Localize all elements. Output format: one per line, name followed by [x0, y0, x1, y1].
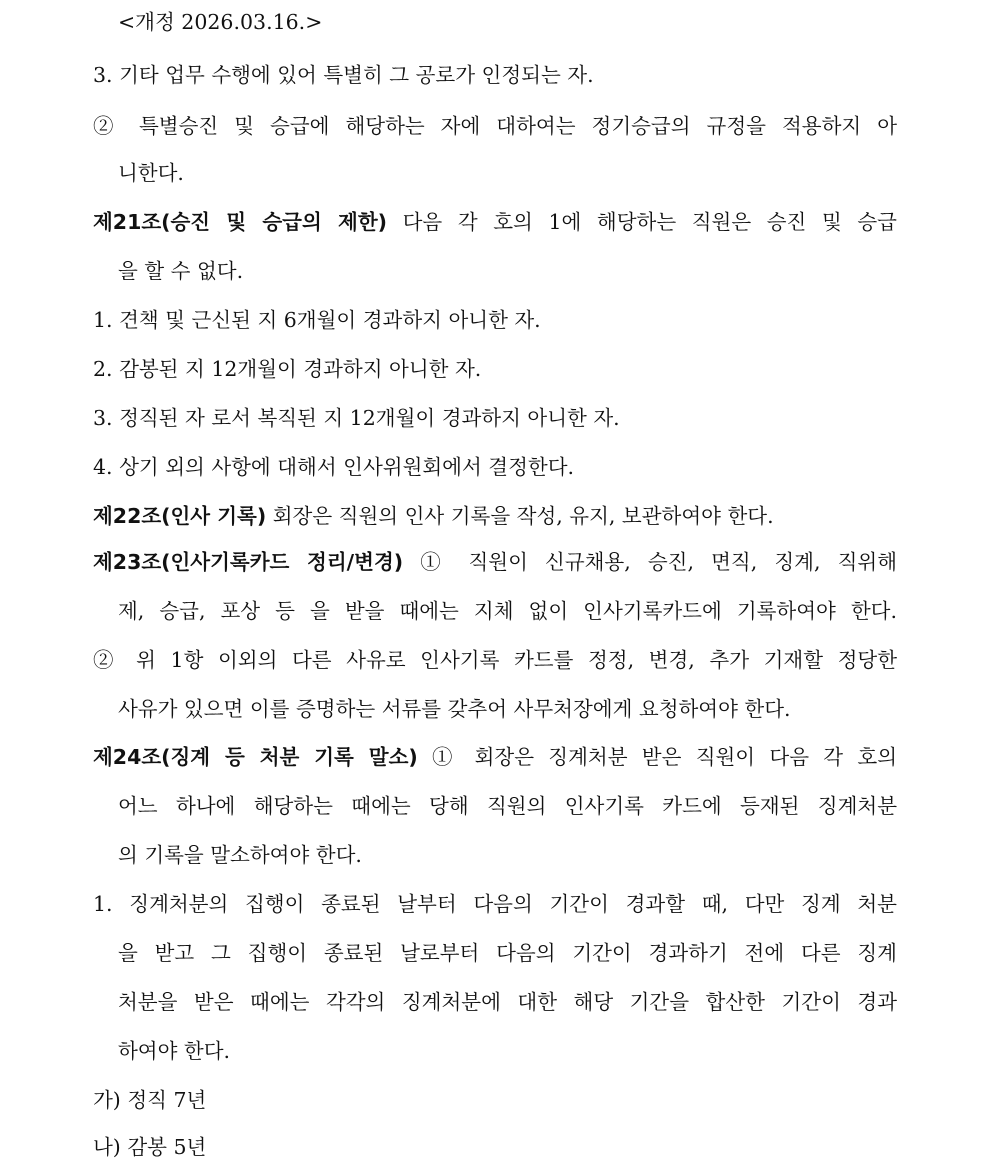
sub-item: 나) 감봉 5년 [93, 1135, 207, 1159]
amendment-note: <개정 2026.03.16.> [118, 10, 323, 34]
article-heading: 제21조(승진 및 승급의 제한) [93, 210, 387, 234]
list-item: 4. 상기 외의 사항에 대해서 인사위원회에서 결정한다. [93, 455, 575, 479]
paragraph-line: 니한다. [118, 161, 184, 185]
article-22 [93, 502, 897, 530]
article-text: 회장은 직원의 인사 기록을 작성, 유지, 보관하여야 한다. [266, 504, 774, 528]
article-24 [93, 743, 897, 771]
article-heading: 제23조(인사기록카드 정리/변경) [93, 550, 404, 574]
paragraph-line: ② 특별승진 및 승급에 해당하는 자에 대하여는 정기승급의 규정을 적용하지 아 [93, 114, 897, 138]
article-text: ① 회장은 징계처분 받은 직원이 다음 각 호의 [417, 745, 897, 769]
article-text: 다음 각 호의 1에 해당하는 직원은 승진 및 승급 [387, 210, 897, 234]
article-21 [93, 208, 897, 236]
article-text: ① 직원이 신규채용, 승진, 면직, 징계, 직위해 [403, 550, 897, 574]
paragraph-line: 처분을 받은 때에는 각각의 징계처분에 대한 해당 기간을 합산한 기간이 경과 [118, 990, 897, 1014]
paragraph-line: ② 위 1항 이외의 다른 사유로 인사기록 카드를 정정, 변경, 추가 기재할 정당한 [93, 648, 897, 672]
paragraph-line: 어느 하나에 해당하는 때에는 당해 직원의 인사기록 카드에 등재된 징계처분 [118, 794, 897, 818]
list-item: 2. 감봉된 지 12개월이 경과하지 아니한 자. [93, 357, 482, 381]
sub-item: 가) 정직 7년 [93, 1088, 207, 1112]
article-23 [93, 548, 897, 576]
article-heading: 제24조(징계 등 처분 기록 말소) [93, 745, 418, 769]
paragraph-line: 을 받고 그 집행이 종료된 날로부터 다음의 기간이 경과하기 전에 다른 징계 [118, 941, 897, 965]
list-item: 1. 견책 및 근신된 지 6개월이 경과하지 아니한 자. [93, 308, 541, 332]
article-heading: 제22조(인사 기록) [93, 504, 267, 528]
paragraph-line: 을 할 수 없다. [118, 259, 244, 283]
list-item: 3. 정직된 자 로서 복직된 지 12개월이 경과하지 아니한 자. [93, 406, 620, 430]
paragraph-line: 제, 승급, 포상 등 을 받을 때에는 지체 없이 인사기록카드에 기록하여야 한다. [118, 599, 897, 623]
list-item: 1. 징계처분의 집행이 종료된 날부터 다음의 기간이 경과할 때, 다만 징계 처분 [93, 892, 897, 916]
paragraph-line: 의 기록을 말소하여야 한다. [118, 843, 362, 867]
list-item: 3. 기타 업무 수행에 있어 특별히 그 공로가 인정되는 자. [93, 63, 594, 87]
paragraph-line: 하여야 한다. [118, 1039, 231, 1063]
paragraph-line: 사유가 있으면 이를 증명하는 서류를 갖추어 사무처장에게 요청하여야 한다. [118, 697, 791, 721]
